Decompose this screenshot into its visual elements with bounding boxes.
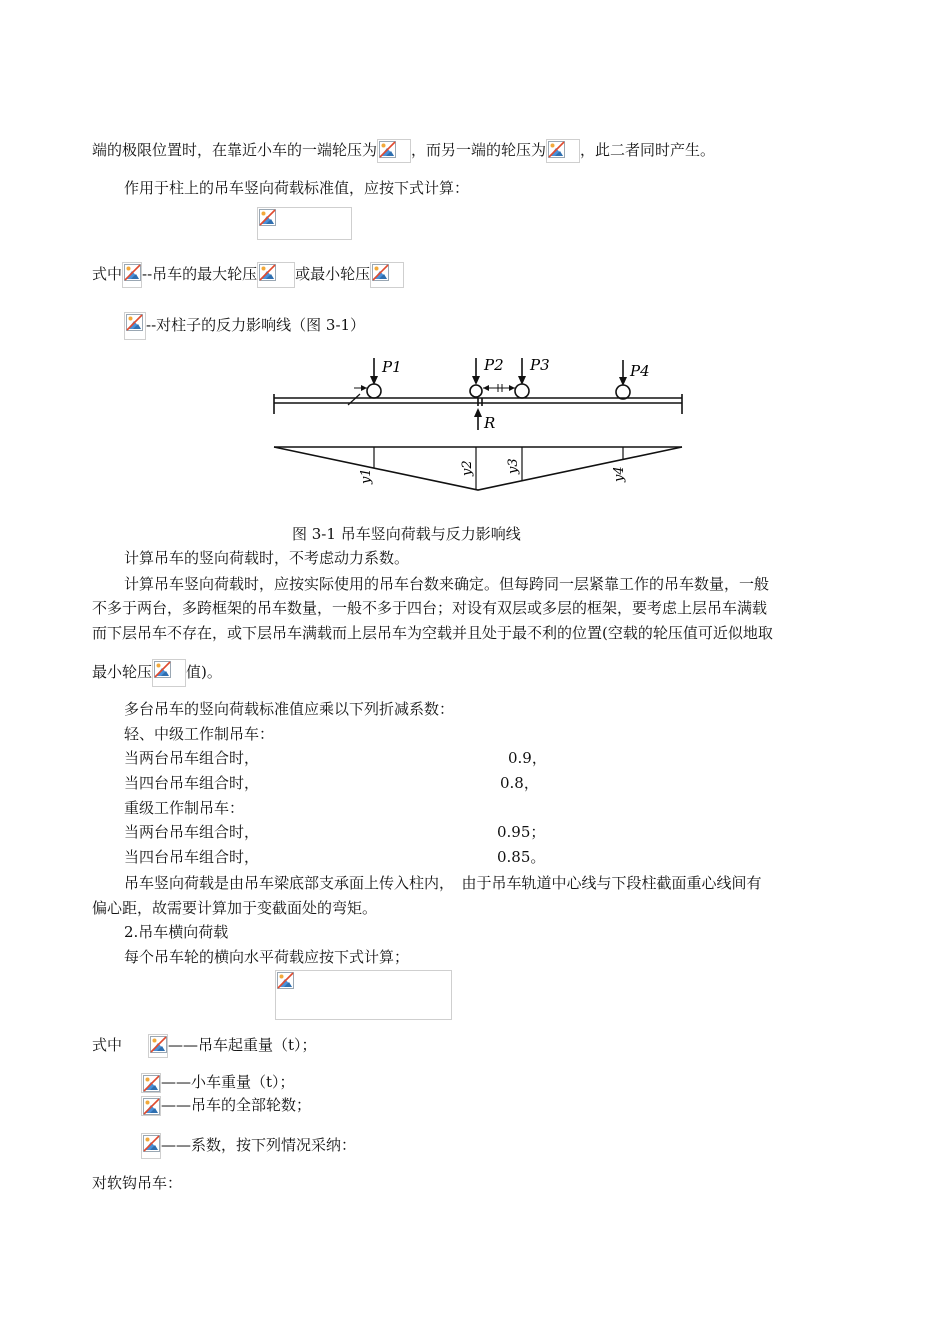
broken-image-icon — [154, 661, 171, 678]
text-line — [124, 312, 365, 340]
text-span: 值)。 — [186, 663, 222, 681]
text-line: 重级工作制吊车： — [124, 799, 245, 817]
text-span: 式中 — [92, 1036, 123, 1054]
load-label: P3 — [530, 356, 550, 374]
arrowhead — [518, 376, 526, 385]
text-line — [141, 1071, 295, 1093]
arrowhead — [509, 385, 515, 391]
text-line: 而下层吊车不存在，或下层吊车满载而上层吊车为空载并且处于最不利的位置(空载的轮压值可近似地取 — [92, 624, 773, 642]
reaction-label: R — [484, 414, 496, 432]
text-line — [141, 1133, 356, 1159]
text-line: 计算吊车竖向荷载时，应按实际使用的吊车台数来确定。但每跨同一层紧靠工作的吊车数量，一般 — [124, 575, 770, 593]
text-line — [92, 1034, 317, 1058]
wheel-2 — [470, 385, 482, 397]
broken-image-icon — [372, 264, 389, 281]
text-line: 当四台吊车组合时， — [124, 774, 260, 792]
text-span: --吊车的最大轮压 — [142, 265, 258, 283]
broken-image-icon — [379, 141, 396, 158]
broken-image-icon — [126, 314, 143, 331]
formula-image — [124, 312, 146, 340]
broken-image-icon — [259, 209, 276, 226]
text-span: ，而另一端的轮压为 — [411, 141, 547, 159]
ordinate-label: y2 — [460, 460, 475, 476]
formula-image — [141, 1073, 161, 1093]
arrowhead — [472, 376, 480, 385]
wheel-4 — [616, 385, 630, 399]
reduction-factor: 0.9， — [508, 749, 547, 767]
text-span: 或最小轮压 — [295, 265, 371, 283]
text-line: 吊车竖向荷载是由吊车梁底部支承面上传入柱内， 由于吊车轨道中心线与下段柱截面重心线间有 — [124, 874, 762, 892]
text-line: 每个吊车轮的横向水平荷载应按下式计算； — [124, 948, 410, 966]
reduction-factor: 0.95； — [497, 823, 546, 841]
ordinate-label: y4 — [612, 466, 627, 482]
text-span: ，此二者同时产生。 — [580, 141, 716, 159]
text-line: 对软钩吊车： — [92, 1174, 183, 1192]
ordinate-label: y1 — [359, 468, 374, 484]
broken-image-icon — [548, 141, 565, 158]
formula-image — [546, 139, 580, 163]
text-span: 端的极限位置时，在靠近小车的一端轮压为 — [92, 141, 378, 159]
text-line — [92, 659, 222, 687]
text-line: 轻、中级工作制吊车： — [124, 725, 275, 743]
broken-image-icon — [277, 972, 294, 989]
text-line — [92, 262, 404, 288]
formula-image — [275, 970, 452, 1020]
text-line: 作用于柱上的吊车竖向荷载标准值，应按下式计算： — [124, 179, 470, 197]
text-span: 最小轮压 — [92, 663, 153, 681]
formula-image — [152, 659, 186, 687]
formula-image — [141, 1096, 161, 1116]
ordinate-label: y3 — [506, 458, 521, 474]
text-line: 当两台吊车组合时， — [124, 823, 260, 841]
reduction-factor: 0.8， — [500, 774, 539, 792]
formula-image — [122, 262, 142, 288]
text-line: 当两台吊车组合时， — [124, 749, 260, 767]
formula-image — [370, 262, 404, 288]
section-heading: 2.吊车横向荷载 — [124, 923, 229, 941]
formula-image — [141, 1133, 161, 1159]
arrowhead — [361, 385, 367, 391]
broken-image-icon — [143, 1098, 160, 1115]
broken-image-icon — [143, 1075, 160, 1092]
formula-image — [257, 207, 352, 240]
text-span: ——吊车起重量（t）； — [168, 1036, 317, 1054]
text-span: ——小车重量（t）； — [161, 1073, 295, 1091]
arrowhead — [483, 385, 489, 391]
text-span: ——系数，按下列情况采纳： — [161, 1136, 357, 1154]
text-line — [141, 1094, 311, 1116]
text-line: 多台吊车的竖向荷载标准值应乘以下列折减系数： — [124, 700, 455, 718]
arrowhead — [474, 408, 482, 417]
text-span: ——吊车的全部轮数； — [161, 1096, 312, 1114]
arrowhead — [370, 376, 378, 385]
load-label: P4 — [630, 362, 650, 380]
text-span: 式中 — [92, 265, 123, 283]
text-line: 当四台吊车组合时， — [124, 848, 260, 866]
formula-image — [377, 139, 411, 163]
broken-image-icon — [150, 1036, 167, 1053]
wheel-1 — [367, 384, 381, 398]
arrowhead — [619, 377, 627, 386]
formula-image — [148, 1034, 168, 1058]
text-line: 偏心距，故需要计算加于变截面处的弯矩。 — [92, 899, 378, 917]
text-span: --对柱子的反力影响线（图 3-1） — [146, 316, 366, 334]
wheel-3 — [515, 384, 529, 398]
broken-image-icon — [124, 264, 141, 281]
text-line: 不多于两台，多跨框架的吊车数量，一般不多于四台；对设有双层或多层的框架，要考虑上层吊车满载 — [92, 599, 768, 617]
text-line — [92, 139, 715, 163]
broken-image-icon — [259, 264, 276, 281]
reduction-factor: 0.85。 — [497, 848, 546, 866]
load-label: P1 — [382, 358, 402, 376]
formula-image — [257, 262, 295, 288]
influence-line-figure — [270, 350, 690, 500]
load-label: P2 — [484, 356, 504, 374]
text-line: 计算吊车的竖向荷载时，不考虑动力系数。 — [124, 549, 410, 567]
broken-image-icon — [143, 1135, 160, 1152]
figure-caption: 图 3-1 吊车竖向荷载与反力影响线 — [292, 525, 521, 543]
